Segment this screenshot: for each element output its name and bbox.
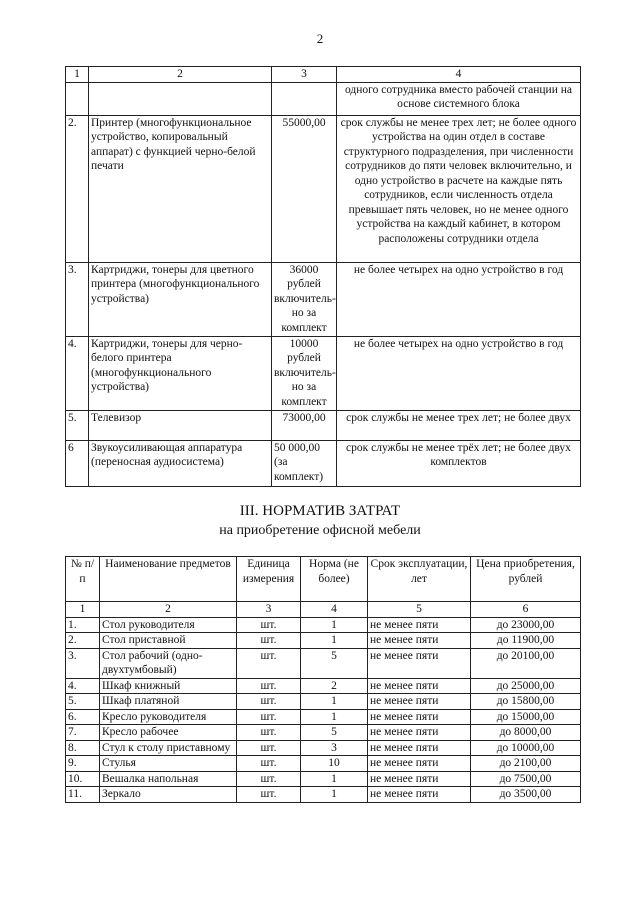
row-number: 2. [66, 115, 89, 262]
item-term: не менее пяти [368, 725, 471, 741]
item-norm: не более четырех на одно устройство в год [337, 262, 581, 336]
item-unit: шт. [237, 709, 301, 725]
page-number: 2 [316, 31, 324, 46]
table-header-row [66, 557, 581, 602]
item-price: 10000 рублей включитель-но за комплект [272, 336, 337, 410]
item-norm: 1 [301, 633, 368, 649]
item-price: 73000,00 [272, 410, 337, 440]
item-price: до 10000,00 [471, 740, 581, 756]
item-norm: срок службы не менее трех лет; не более двух [337, 410, 581, 440]
item-unit: шт. [237, 740, 301, 756]
row-number: 3. [66, 262, 89, 336]
item-price: до 23000,00 [471, 617, 581, 633]
column-number: 6 [471, 602, 581, 618]
row-number: 2. [66, 633, 100, 649]
item-name: Кресло рабочее [100, 725, 237, 741]
item-name: Шкаф книжный [100, 678, 237, 694]
item-name: Стол приставной [100, 633, 237, 649]
item-unit: шт. [237, 756, 301, 772]
row-number: 7. [66, 725, 100, 741]
item-price: до 25000,00 [471, 678, 581, 694]
table-row [66, 648, 581, 678]
item-unit: шт. [237, 787, 301, 803]
item-name: Стол руководителя [100, 617, 237, 633]
table-row [66, 440, 581, 486]
item-name [89, 82, 272, 115]
table-row [66, 725, 581, 741]
item-norm: 3 [301, 740, 368, 756]
row-number [66, 82, 89, 115]
furniture-table [65, 556, 581, 803]
item-price: 36000 рублей включитель-но за комплект [272, 262, 337, 336]
item-norm: 5 [301, 648, 368, 678]
row-number: 11. [66, 787, 100, 803]
table-row [66, 82, 581, 115]
column-number: 4 [301, 602, 368, 618]
table-row [66, 678, 581, 694]
column-header: Единица измерения [237, 557, 301, 602]
item-term: не менее пяти [368, 617, 471, 633]
row-number: 3. [66, 648, 100, 678]
item-price: 55000,00 [272, 115, 337, 262]
table-row [66, 262, 581, 336]
item-norm: одного сотрудника вместо рабочей станции на основе системного блока [337, 82, 581, 115]
item-name: Зеркало [100, 787, 237, 803]
item-name: Телевизор [89, 410, 272, 440]
column-number: 1 [66, 602, 100, 618]
column-number: 2 [89, 67, 272, 83]
column-number: 1 [66, 67, 89, 83]
item-norm: не более четырех на одно устройство в год [337, 336, 581, 410]
table-row [66, 336, 581, 410]
item-unit: шт. [237, 694, 301, 710]
item-term: не менее пяти [368, 756, 471, 772]
item-name: Кресло руководителя [100, 709, 237, 725]
item-norm: 5 [301, 725, 368, 741]
item-name: Звукоусиливающая аппаратура (переносная аудиосистема) [89, 440, 272, 486]
item-norm: 1 [301, 709, 368, 725]
column-number: 2 [100, 602, 237, 618]
item-price: до 2100,00 [471, 756, 581, 772]
item-unit: шт. [237, 617, 301, 633]
item-unit: шт. [237, 633, 301, 649]
item-price: до 15000,00 [471, 709, 581, 725]
item-price: до 20100,00 [471, 648, 581, 678]
row-number: 6. [66, 709, 100, 725]
item-term: не менее пяти [368, 740, 471, 756]
column-number: 3 [237, 602, 301, 618]
item-name: Принтер (многофункциональное устройство, копировальный аппарат) с функцией черно-белой печати [89, 115, 272, 262]
item-term: не менее пяти [368, 771, 471, 787]
column-header: Норма (не более) [301, 557, 368, 602]
item-name: Стол рабочий (одно-двухтумбовый) [100, 648, 237, 678]
table-row [66, 787, 581, 803]
item-name: Картриджи, тонеры для цветного принтера (многофункционального устройства) [89, 262, 272, 336]
item-name: Вешалка напольная [100, 771, 237, 787]
item-price [272, 82, 337, 115]
item-term: не менее пяти [368, 709, 471, 725]
item-norm: срок службы не менее трех лет; не более одного устройства на один отдел в составе структурного подразделения, при численности сотрудников до пяти человек включительно, и одно устройство в расчете на каждые пять сотрудников, если численность отдела превышает пять человек, но не менее одного устройства на каждый кабинет, в котором расположены сотрудники отдела [337, 115, 581, 262]
item-name: Картриджи, тонеры для черно-белого принтера (многофункционального устройства) [89, 336, 272, 410]
equipment-table [65, 66, 581, 487]
item-price: до 15800,00 [471, 694, 581, 710]
item-term: не менее пяти [368, 787, 471, 803]
item-term: не менее пяти [368, 633, 471, 649]
item-norm: 2 [301, 678, 368, 694]
item-unit: шт. [237, 648, 301, 678]
column-number: 4 [337, 67, 581, 83]
section-title: III. НОРМАТИВ ЗАТРАТ [239, 503, 401, 519]
table-row [66, 740, 581, 756]
item-norm: 10 [301, 756, 368, 772]
item-price: до 7500,00 [471, 771, 581, 787]
section-subtitle: на приобретение офисной мебели [219, 523, 421, 538]
column-number-row [66, 602, 581, 618]
row-number: 6 [66, 440, 89, 486]
column-header: Наименование предметов [100, 557, 237, 602]
table-row [66, 709, 581, 725]
row-number: 5. [66, 694, 100, 710]
item-norm: срок службы не менее трёх лет; не более двух комплектов [337, 440, 581, 486]
column-header: Цена приобретения, рублей [471, 557, 581, 602]
row-number: 9. [66, 756, 100, 772]
table-row [66, 115, 581, 262]
row-number: 4. [66, 336, 89, 410]
table-row [66, 633, 581, 649]
item-price: до 8000,00 [471, 725, 581, 741]
table-row [66, 756, 581, 772]
column-header: Срок эксплуатации, лет [368, 557, 471, 602]
column-header: № п/п [66, 557, 100, 602]
column-number: 5 [368, 602, 471, 618]
item-norm: 1 [301, 771, 368, 787]
item-unit: шт. [237, 771, 301, 787]
row-number: 8. [66, 740, 100, 756]
column-number: 3 [272, 67, 337, 83]
row-number: 4. [66, 678, 100, 694]
item-term: не менее пяти [368, 648, 471, 678]
item-norm: 1 [301, 694, 368, 710]
item-price: 50 000,00 (за комплект) [272, 440, 337, 486]
row-number: 10. [66, 771, 100, 787]
item-norm: 1 [301, 787, 368, 803]
item-unit: шт. [237, 678, 301, 694]
item-price: до 3500,00 [471, 787, 581, 803]
table-row [66, 694, 581, 710]
table-row [66, 771, 581, 787]
row-number: 1. [66, 617, 100, 633]
item-price: до 11900,00 [471, 633, 581, 649]
table-row [66, 617, 581, 633]
table-row [66, 410, 581, 440]
item-norm: 1 [301, 617, 368, 633]
item-name: Шкаф платяной [100, 694, 237, 710]
item-name: Стул к столу приставному [100, 740, 237, 756]
table-header-row [66, 67, 581, 83]
item-term: не менее пяти [368, 694, 471, 710]
item-name: Стулья [100, 756, 237, 772]
item-unit: шт. [237, 725, 301, 741]
item-term: не менее пяти [368, 678, 471, 694]
row-number: 5. [66, 410, 89, 440]
